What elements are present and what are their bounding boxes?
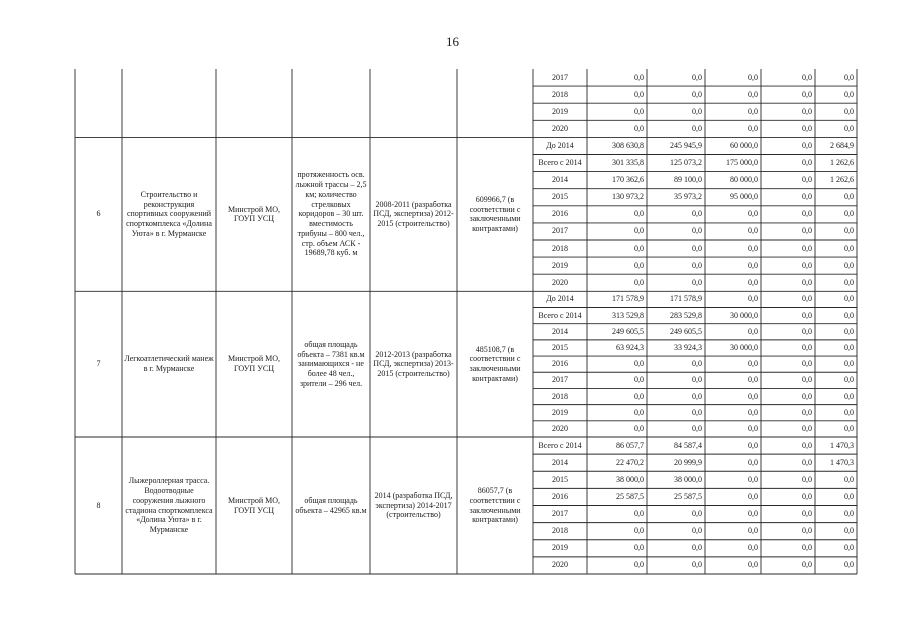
amount-cell: 171 578,9 [612,294,644,304]
amount-cell: 0,0 [634,543,644,553]
amount-cell: 0,0 [634,243,644,253]
amount-cell: 0,0 [692,509,702,519]
amount-cell: 308 630,8 [612,140,644,150]
amount-cell: 0,0 [844,277,854,287]
block-cost-cell: 609966,7 (в соответствии с заключенными контрактами) [469,194,521,234]
amount-cell: 0,0 [748,375,758,385]
amount-cell: 38 000,0 [674,474,702,484]
amount-cell: 0,0 [748,294,758,304]
amount-cell: 0,0 [634,423,644,433]
amount-cell: 0,0 [844,243,854,253]
amount-cell: 0,0 [692,123,702,133]
year-cell: 2015 [552,474,568,484]
amount-cell: 0,0 [692,375,702,385]
year-cell: 2020 [552,123,568,133]
amount-cell: 313 529,8 [612,310,644,320]
year-cell: 2016 [552,209,568,219]
amount-cell: 125 073,2 [670,158,702,168]
year-cell: 2018 [552,526,568,536]
amount-cell: 0,0 [802,175,812,185]
amount-cell: 0,0 [844,526,854,536]
year-cell: 2019 [552,260,568,270]
amount-cell: 0,0 [748,509,758,519]
year-cell: 2014 [552,175,568,185]
block-cost-cell: 485108,7 (в соответствии с заключенными контрактами) [469,344,521,383]
amount-cell: 0,0 [844,375,854,385]
amount-cell: 0,0 [844,192,854,202]
amount-cell: 0,0 [844,260,854,270]
amount-cell: 0,0 [634,509,644,519]
amount-cell: 0,0 [844,543,854,553]
amount-cell: 0,0 [748,72,758,82]
year-cell: Всего с 2014 [538,440,582,450]
amount-cell: 0,0 [802,158,812,168]
amount-cell: 1 262,6 [830,175,854,185]
amount-cell: 0,0 [748,106,758,116]
amount-cell: 175 000,0 [726,158,758,168]
amount-cell: 0,0 [844,407,854,417]
block-name-cell: Лыжероллерная трасса. Водоотводные сооружения лыжного стадиона спорткомплекса «Долина Уюта» в г. Мурманске [125,476,213,534]
year-cell: 2018 [552,89,568,99]
block-executor-cell: Минстрой МО, ГОУП УСЦ [228,354,280,374]
amount-cell: 0,0 [802,359,812,369]
amount-cell: 0,0 [692,106,702,116]
amount-cell: 2 684,9 [830,140,854,150]
amount-cell: 0,0 [844,391,854,401]
amount-cell: 0,0 [634,407,644,417]
amount-cell: 0,0 [802,375,812,385]
year-cell: 2019 [552,106,568,116]
amount-cell: 301 335,8 [612,158,644,168]
amount-cell: 86 057,7 [616,440,644,450]
amount-cell: 0,0 [692,277,702,287]
amount-cell: 0,0 [748,491,758,501]
amount-cell: 0,0 [692,423,702,433]
amount-cell: 0,0 [748,243,758,253]
amount-cell: 0,0 [692,407,702,417]
amount-cell: 0,0 [748,89,758,99]
amount-cell: 0,0 [692,243,702,253]
block-capacity-cell [292,69,370,137]
amount-cell: 0,0 [802,423,812,433]
amount-cell: 0,0 [802,457,812,467]
amount-cell: 60 000,0 [730,140,758,150]
amount-cell: 0,0 [802,277,812,287]
block-period-cell: 2012-2013 (разработка ПСД, экспертиза) 2013-2015 (строительство) [373,349,454,379]
amount-cell: 95 000,0 [730,192,758,202]
amount-cell: 0,0 [634,375,644,385]
amount-cell: 0,0 [802,407,812,417]
year-cell: 2017 [552,72,568,82]
amount-cell: 0,0 [634,260,644,270]
amount-cell: 0,0 [802,474,812,484]
block-number-cell: 8 [96,500,101,510]
amount-cell: 0,0 [748,423,758,433]
year-cell: 2020 [552,277,568,287]
amount-cell: 0,0 [634,123,644,133]
amount-cell: 84 587,4 [674,440,702,450]
amount-cell: 20 999,9 [674,457,702,467]
amount-cell: 0,0 [692,543,702,553]
amount-cell: 38 000,0 [616,474,644,484]
block-period-cell: 2008-2011 (разработка ПСД, экспертиза) 2012-2015 (строительство) [373,199,454,229]
year-cell: 2016 [552,491,568,501]
year-cell: До 2014 [546,140,574,150]
block-executor-cell [216,69,292,137]
amount-cell: 0,0 [748,326,758,336]
amount-cell: 0,0 [844,560,854,570]
amount-cell: 0,0 [748,543,758,553]
amount-cell: 22 470,2 [616,457,644,467]
amount-cell: 30 000,0 [730,342,758,352]
amount-cell: 171 578,9 [670,294,702,304]
amount-cell: 0,0 [692,391,702,401]
amount-cell: 0,0 [802,342,812,352]
amount-cell: 0,0 [802,440,812,450]
amount-cell: 0,0 [748,407,758,417]
amount-cell: 0,0 [748,440,758,450]
amount-cell: 80 000,0 [730,175,758,185]
amount-cell: 170 362,6 [612,175,644,185]
block-capacity-cell: общая площадь объекта – 7381 кв.м занимающихся - не более 48 чел., зрители – 296 чел. [297,339,365,388]
year-cell: 2019 [552,407,568,417]
block-cost-cell: 86057,7 (в соответствии с заключенными контрактами) [469,486,521,525]
amount-cell: 0,0 [634,226,644,236]
amount-cell: 0,0 [844,342,854,352]
amount-cell: 130 973,2 [612,192,644,202]
amount-cell: 1 470,3 [830,440,854,450]
year-cell: 2018 [552,391,568,401]
amount-cell: 33 924,3 [674,342,702,352]
amount-cell: 245 945,9 [670,140,702,150]
block-name-cell [122,69,216,137]
amount-cell: 283 529,8 [670,310,702,320]
block-executor-cell: Минстрой МО, ГОУП УСЦ [228,204,280,224]
block-executor-cell: Минстрой МО, ГОУП УСЦ [228,495,280,515]
amount-cell: 0,0 [692,560,702,570]
block-capacity-cell: общая площадь объекта – 42965 кв.м [295,495,367,515]
block-name-cell: Строительство и реконструкция спортивных сооружений спорткомплекса «Долина Уюта» в г. Мурманске [126,189,212,238]
year-cell: 2015 [552,342,568,352]
amount-cell: 0,0 [748,260,758,270]
amount-cell: 0,0 [844,359,854,369]
amount-cell: 0,0 [692,226,702,236]
amount-cell: 0,0 [748,277,758,287]
year-cell: 2014 [552,457,568,467]
amount-cell: 0,0 [692,89,702,99]
amount-cell: 0,0 [802,260,812,270]
year-cell: 2020 [552,560,568,570]
amount-cell: 0,0 [748,526,758,536]
amount-cell: 0,0 [802,560,812,570]
amount-cell: 0,0 [844,474,854,484]
amount-cell: 0,0 [692,260,702,270]
amount-cell: 249 605,5 [612,326,644,336]
amount-cell: 0,0 [844,326,854,336]
amount-cell: 0,0 [802,391,812,401]
block-number-cell: 6 [96,209,101,219]
amount-cell: 0,0 [802,192,812,202]
amount-cell: 0,0 [692,209,702,219]
amount-cell: 0,0 [844,491,854,501]
amount-cell: 249 605,5 [670,326,702,336]
amount-cell: 0,0 [844,294,854,304]
block-period-cell [370,69,457,137]
amount-cell: 0,0 [802,72,812,82]
amount-cell: 0,0 [634,560,644,570]
amount-cell: 0,0 [692,72,702,82]
amount-cell: 0,0 [802,310,812,320]
amount-cell: 30 000,0 [730,310,758,320]
amount-cell: 0,0 [634,526,644,536]
year-cell: Всего с 2014 [538,310,582,320]
year-cell: 2016 [552,359,568,369]
amount-cell: 1 470,3 [830,457,854,467]
amount-cell: 0,0 [802,209,812,219]
amount-cell: 0,0 [802,89,812,99]
amount-cell: 25 587,5 [674,491,702,501]
amount-cell: 35 973,2 [674,192,702,202]
year-cell: 2014 [552,326,568,336]
amount-cell: 0,0 [802,243,812,253]
amount-cell: 0,0 [692,526,702,536]
amount-cell: 0,0 [634,391,644,401]
amount-cell: 0,0 [634,89,644,99]
amount-cell: 0,0 [844,209,854,219]
amount-cell: 0,0 [802,491,812,501]
amount-cell: 0,0 [748,560,758,570]
amount-cell: 0,0 [802,326,812,336]
amount-cell: 0,0 [748,209,758,219]
year-cell: 2018 [552,243,568,253]
amount-cell: 0,0 [802,526,812,536]
amount-cell: 0,0 [802,123,812,133]
amount-cell: 0,0 [844,423,854,433]
amount-cell: 0,0 [802,140,812,150]
year-cell: 2019 [552,543,568,553]
amount-cell: 0,0 [844,226,854,236]
amount-cell: 0,0 [748,474,758,484]
amount-cell: 0,0 [748,457,758,467]
amount-cell: 25 587,5 [616,491,644,501]
block-number-cell: 7 [96,359,101,369]
amount-cell: 0,0 [844,509,854,519]
year-cell: 2015 [552,192,568,202]
year-cell: Всего с 2014 [538,158,582,168]
year-cell: 2017 [552,375,568,385]
amount-cell: 0,0 [634,209,644,219]
amount-cell: 0,0 [748,123,758,133]
page-number: 16 [446,34,459,49]
amount-cell: 0,0 [634,277,644,287]
amount-cell: 0,0 [802,509,812,519]
amount-cell: 0,0 [844,106,854,116]
amount-cell: 0,0 [844,89,854,99]
amount-cell: 0,0 [844,310,854,320]
amount-cell: 0,0 [634,106,644,116]
block-name-cell: Легкоатлетический манеж в г. Мурманске [124,354,214,374]
amount-cell: 0,0 [802,294,812,304]
amount-cell: 0,0 [692,359,702,369]
year-cell: До 2014 [546,294,574,304]
amount-cell: 0,0 [802,106,812,116]
amount-cell: 0,0 [748,359,758,369]
year-cell: 2020 [552,423,568,433]
amount-cell: 0,0 [844,72,854,82]
amount-cell: 0,0 [802,543,812,553]
year-cell: 2017 [552,509,568,519]
amount-cell: 0,0 [844,123,854,133]
amount-cell: 1 262,6 [830,158,854,168]
amount-cell: 0,0 [634,359,644,369]
block-period-cell: 2014 (разработка ПСД, экспертиза) 2014-2017 (строительство) [374,490,453,520]
amount-cell: 89 100,0 [674,175,702,185]
block-capacity-cell: протяженность осв. лыжной трассы – 2,5 км; количество стрелковых коридоров – 30 шт. вместимость трибуны – 800 чел., стр. объем АСК - 19689,78 куб. м [295,170,367,258]
amount-cell: 0,0 [748,391,758,401]
amount-cell: 63 924,3 [616,342,644,352]
amount-cell: 0,0 [634,72,644,82]
block-cost-cell [457,69,533,137]
amount-cell: 0,0 [802,226,812,236]
year-cell: 2017 [552,226,568,236]
block-number-cell [75,69,122,137]
amount-cell: 0,0 [748,226,758,236]
